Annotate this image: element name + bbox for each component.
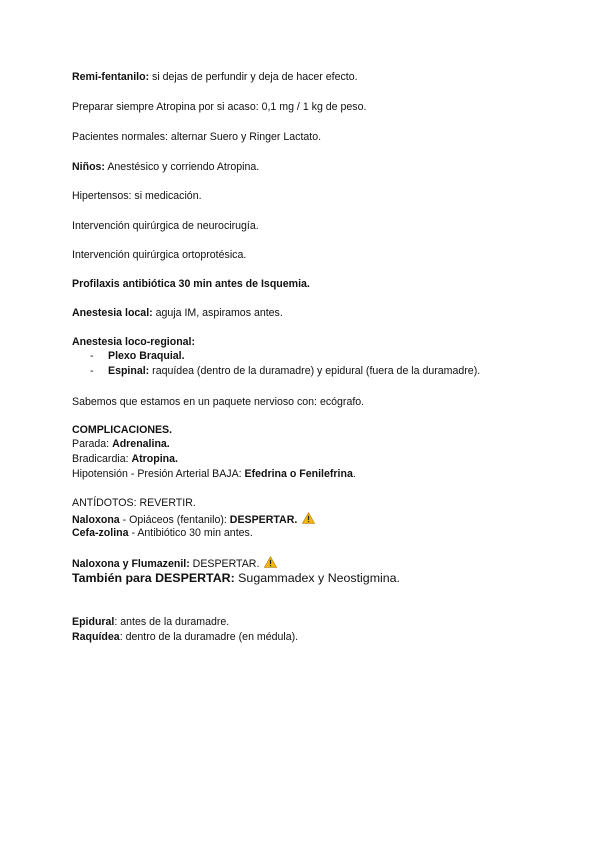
normales-line: Pacientes normales: alternar Suero y Ringer Lactato. (72, 131, 322, 143)
plexo-item (108, 350, 185, 363)
antidotos-heading: ANTÍDOTOS: REVERTIR. (72, 497, 196, 509)
tambien-despertar-line (72, 571, 400, 586)
profilaxis-text: Profilaxis antibiótica 30 min antes de Isquemia. (72, 278, 310, 290)
ninos-line (72, 161, 259, 174)
naloxona-flumazenil-line (72, 556, 277, 572)
naloxona-text: - Opiáceos (fentanilo): (119, 514, 230, 526)
naloxona-line (72, 512, 315, 528)
epidural-term: Epidural (72, 616, 115, 628)
parada-value: Adrenalina. (112, 438, 170, 450)
remi-line (72, 71, 358, 84)
parada-label: Parada: (72, 438, 113, 450)
espinal-text: raquídea (dentro de la duramadre) y epidural (fuera de la duramadre). (149, 365, 481, 377)
naloxona-term: Naloxona (72, 514, 120, 526)
epidural-line (72, 616, 229, 629)
neurocirugia-line: Intervención quirúrgica de neurocirugía. (72, 220, 259, 232)
bullet-dash-plexo: - (90, 350, 94, 362)
anestesia-loco-regional-heading (72, 336, 195, 349)
complicaciones-text: COMPLICACIONES. (72, 424, 173, 436)
profilaxis-line (72, 278, 310, 291)
ninos-term: Niños: (72, 161, 105, 173)
espinal-term: Espinal: (108, 365, 150, 377)
bradicardia-label: Bradicardia: (72, 453, 132, 465)
raquidea-term: Raquídea (72, 631, 120, 643)
ortoprotesica-line: Intervención quirúrgica ortoprotésica. (72, 249, 247, 261)
cefazolina-text: - Antibiótico 30 min antes. (128, 527, 253, 539)
hipotension-end: . (352, 468, 356, 480)
naloxona-despertar: DESPERTAR. (229, 514, 298, 526)
anestesia-local-line (72, 307, 283, 320)
raquidea-text: : dentro de la duramadre (en médula). (119, 631, 299, 643)
remi-term: Remi-fentanilo: (72, 71, 150, 83)
cefazolina-term: Cefa-zolina (72, 527, 129, 539)
plexo-term: Plexo Braquial. (108, 350, 185, 362)
warning-icon (302, 512, 315, 528)
complicaciones-heading (72, 424, 172, 437)
naloxona-flumazenil-text: DESPERTAR. (189, 558, 260, 570)
hipertensos-line: Hipertensos: si medicación. (72, 190, 202, 202)
remi-text: si dejas de perfundir y deja de hacer efecto. (149, 71, 358, 83)
tambien-despertar-text: Sugammadex y Neostigmina. (234, 571, 401, 585)
hipotension-line (72, 468, 356, 481)
naloxona-flumazenil-term: Naloxona y Flumazenil: (72, 558, 190, 570)
parada-line (72, 438, 170, 451)
bradicardia-line (72, 453, 178, 466)
anestesia-local-text: aguja IM, aspiramos antes. (152, 307, 283, 319)
hipotension-value: Efedrina o Fenilefrina (244, 468, 353, 480)
hipotension-label: Hipotensión - Presión Arterial BAJA: (72, 468, 245, 480)
cefazolina-line (72, 527, 253, 540)
ninos-text: Anestésico y corriendo Atropina. (104, 161, 260, 173)
atropina-line: Preparar siempre Atropina por si acaso: 0,1 mg / 1 kg de peso. (72, 101, 367, 113)
epidural-text: : antes de la duramadre. (114, 616, 230, 628)
sabemos-line: Sabemos que estamos en un paquete nervioso con: ecógrafo. (72, 396, 365, 408)
espinal-item (108, 365, 480, 378)
bradicardia-value: Atropina. (131, 453, 178, 465)
warning-icon (264, 556, 277, 572)
tambien-despertar-term: También para DESPERTAR: (72, 571, 235, 585)
bullet-dash-espinal: - (90, 365, 94, 377)
anestesia-local-term: Anestesia local: (72, 307, 153, 319)
raquidea-line (72, 631, 298, 644)
anestesia-loco-regional-term: Anestesia loco-regional: (72, 336, 196, 348)
